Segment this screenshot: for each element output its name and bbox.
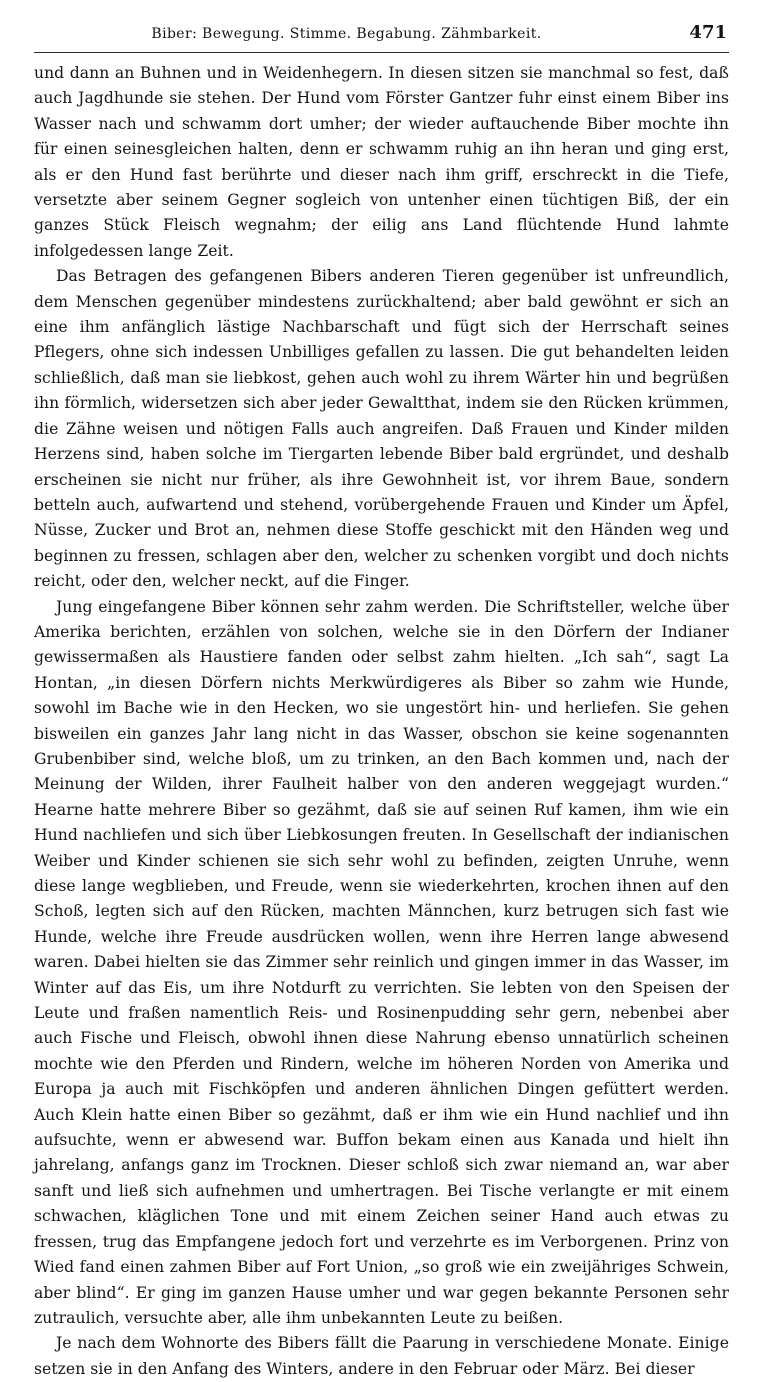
running-title: Biber: Bewegung. Stimme. Begabung. Zähmbarkeit. — [151, 26, 542, 42]
running-head — [34, 22, 729, 53]
body-text — [34, 61, 729, 1382]
paragraph-4: Je nach dem Wohnorte des Bibers fällt die Paarung in verschiedene Monate. Einige setzen sie in den Anfang des Winters, andere in den Februar oder März. Bei dieser — [34, 1334, 729, 1378]
paragraph-3: Jung eingefangene Biber können sehr zahm werden. Die Schriftsteller, welche über Amerika berichten, erzählen von solchen, welche sie in den Dörfern der Indianer gewissermaßen als Haustiere fanden oder selbst zahm hielten. „Ich sah“, sagt La Hontan, „in diesen Dörfern nichts Merkwürdigeres als Biber so zahm wie Hunde, sowohl im Bache wie in den Hecken, wo sie ungestört hin- und herliefen. Sie gehen bisweilen ein ganzes Jahr lang nicht in das Wasser, obschon sie keine sogenannten Grubenbiber sind, welche bloß, um zu trinken, an den Bach kommen und, nach der Meinung der Wilden, ihrer Faulheit halber von den anderen weggejagt wurden.“ Hearne hatte mehrere Biber so gezähmt, daß sie auf seinen Ruf kamen, ihm wie ein Hund nachliefen und sich über Liebkosungen freuten. In Gesellschaft der indianischen Weiber und Kinder schienen sie sich sehr wohl zu befinden, zeigten Unruhe, wenn diese lange wegblieben, und Freude, wenn sie wiederkehrten, krochen ihnen auf den Schoß, legten sich auf den Rücken, machten Männchen, kurz betrugen sich fast wie Hunde, welche ihre Freude ausdrücken wollen, wenn ihre Herren lange abwesend waren. Dabei hielten sie das Zimmer sehr reinlich und gingen immer in das Wasser, im Winter auf das Eis, um ihre Notdurft zu verrichten. Sie lebten von den Speisen der Leute und fraßen namentlich Reis- und Rosinenpudding sehr gern, nebenbei aber auch Fische und Fleisch, obwohl ihnen diese Nahrung ebenso unnatürlich scheinen mochte wie den Pferden und Rindern, welche im höheren Norden von Amerika und Europa ja auch mit Fischköpfen und anderen ähnlichen Dingen gefüttert werden. Auch Klein hatte einen Biber so gezähmt, daß er ihm wie ein Hund nachlief und ihn aufsuchte, wenn er abwesend war. Buffon bekam einen aus Kanada und hielt ihn jahrelang, anfangs ganz im Trocknen. Dieser schloß sich zwar niemand an, war aber sanft und ließ sich aufnehmen und umhertragen. Bei Tische verlangte er mit einem schwachen, kläglichen Tone und mit einem Zeichen seiner Hand auch etwas zu fressen, trug das Empfangene jedoch fort und verzehrte es im Verborgenen. Prinz von Wied fand einen zahmen Biber auf Fort Union, „so groß wie ein zweijähriges Schwein, aber blind“. Er ging im ganzen Hause umher und war gegen bekannte Personen sehr zutraulich, versuchte aber, alle ihm unbekannten Leute zu beißen. — [34, 597, 729, 1327]
paragraph-1: und dann an Buhnen und in Weidenhegern. In diesen sitzen sie manchmal so fest, daß auch Jagdhunde sie stehen. Der Hund vom Förster Gantzer fuhr einst einem Biber ins Wasser nach und schwamm dort umher; der wieder auftauchende Biber mochte ihn für einen seinesgleichen halten, denn er schwamm ruhig an ihn heran und ging erst, als er den Hund fast berührte und dieser nach ihm griff, erschreckt in die Tiefe, versetzte aber seinem Gegner sogleich von untenher einen tüchtigen Biß, der ein ganzes Stück Fleisch wegnahm; der eilig ans Land flüchtende Hund lahmte infolgedessen lange Zeit. — [34, 64, 729, 260]
paragraph-2: Das Betragen des gefangenen Bibers anderen Tieren gegenüber ist unfreundlich, dem Menschen gegenüber mindestens zurückhaltend; aber bald gewöhnt er sich an eine ihm anfänglich lästige Nachbarschaft und fügt sich der Herrschaft seines Pflegers, ohne sich indessen Unbilliges gefallen zu lassen. Die gut behandelten leiden schließlich, daß man sie liebkost, gehen auch wohl zu ihrem Wärter hin und begrüßen ihn förmlich, widersetzen sich aber jeder Gewaltthat, indem sie den Rücken krümmen, die Zähne weisen und nötigen Falls auch angreifen. Daß Frauen und Kinder milden Herzens sind, haben solche im Tiergarten lebende Biber bald ergründet, und deshalb erscheinen sie nicht nur früher, als ihre Gewohnheit ist, vor ihrem Baue, sondern betteln auch, aufwartend und stehend, vorübergehende Frauen und Kinder um Äpfel, Nüsse, Zucker und Brot an, nehmen diese Stoffe geschickt mit den Händen weg und beginnen zu fressen, schlagen aber den, welcher zu schenken vorgibt und doch nichts reicht, oder den, welcher neckt, auf die Finger. — [34, 267, 729, 591]
page-number: 471 — [689, 22, 727, 43]
